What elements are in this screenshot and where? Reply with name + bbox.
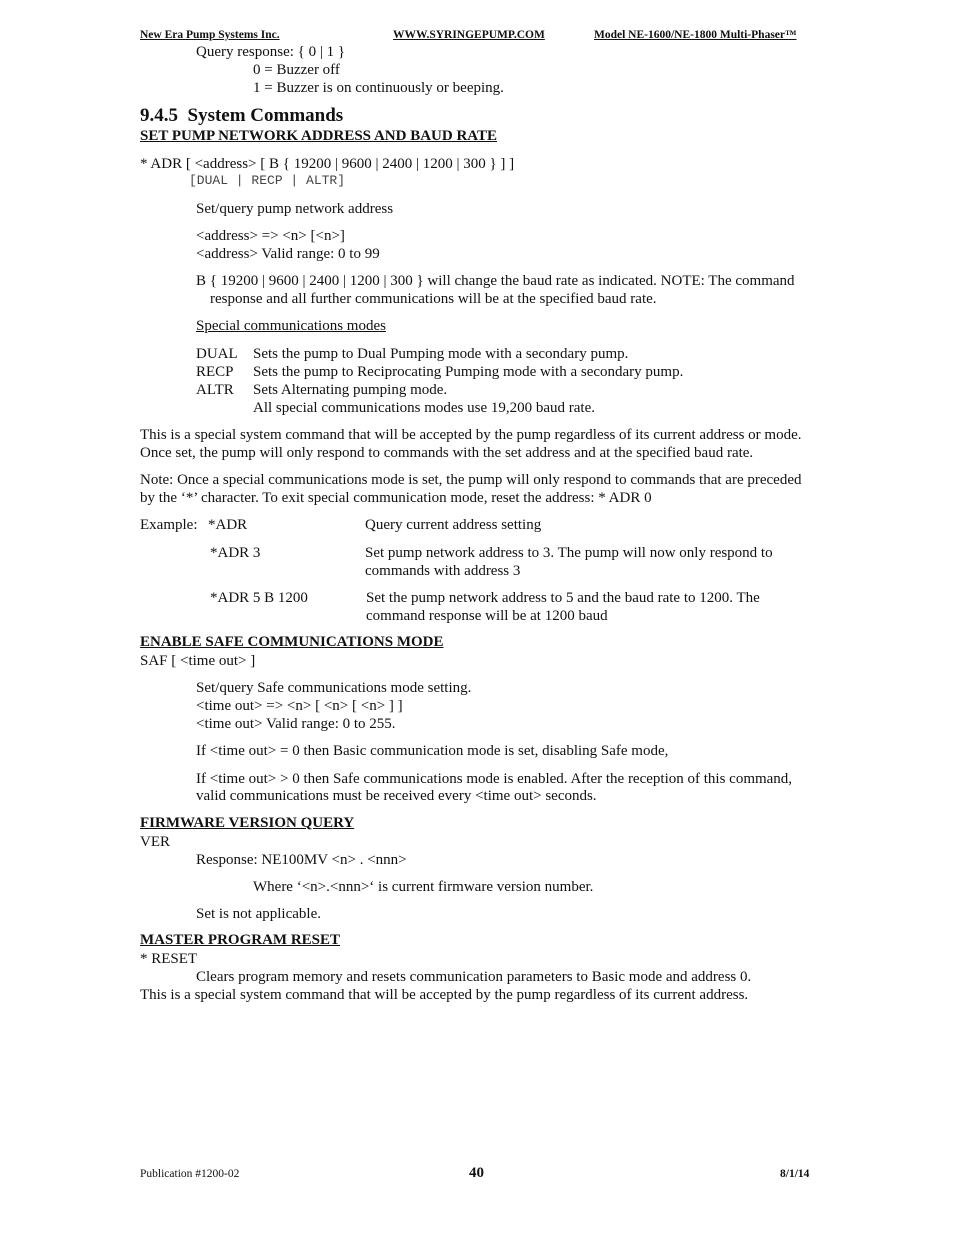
adr-note-line-2: by the ‘*’ character. To exit special communication mode, reset the address: * ADR 0	[140, 490, 652, 506]
reset-heading: MASTER PROGRAM RESET	[140, 932, 341, 948]
header-website: WWW.SYRINGEPUMP.COM	[393, 29, 545, 41]
example-label: Example:	[140, 517, 198, 533]
adr-para-line-2: Once set, the pump will only respond to commands with the set address and at the specified baud rate.	[140, 445, 754, 461]
saf-positive-line-2: valid communications must be received every <time out> seconds.	[196, 788, 597, 804]
example-desc-2b: commands with address 3	[365, 563, 521, 579]
page-number: 40	[469, 1165, 484, 1181]
buzzer-off: 0 = Buzzer off	[253, 62, 340, 78]
adr-description: Set/query pump network address	[196, 201, 394, 217]
saf-zero-note: If <time out> = 0 then Basic communication mode is set, disabling Safe mode,	[196, 743, 669, 759]
header-company: New Era Pump Systems Inc.	[140, 29, 280, 41]
saf-syntax: SAF [ <time out> ]	[140, 653, 256, 669]
adr-baud-line-2: response and all further communications will be at the specified baud rate.	[210, 291, 657, 307]
saf-description: Set/query Safe communications mode setting.	[196, 680, 472, 696]
example-desc-1: Query current address setting	[365, 517, 542, 533]
saf-heading: ENABLE SAFE COMMUNICATIONS MODE	[140, 634, 444, 650]
ver-set-note: Set is not applicable.	[196, 906, 321, 922]
example-cmd-2: *ADR 3	[210, 545, 261, 561]
mode-code-recp: RECP	[196, 364, 234, 380]
example-cmd-3: *ADR 5 B 1200	[210, 590, 308, 606]
reset-description: Clears program memory and resets communication parameters to Basic mode and address 0.	[196, 969, 752, 985]
mode-desc-dual: Sets the pump to Dual Pumping mode with a secondary pump.	[253, 346, 629, 362]
example-desc-3b: command response will be at 1200 baud	[366, 608, 608, 624]
ver-syntax: VER	[140, 834, 170, 850]
footer-publication: Publication #1200-02	[140, 1168, 240, 1180]
buzzer-on: 1 = Buzzer is on continuously or beeping.	[253, 80, 504, 96]
ver-response: Response: NE100MV <n> . <nnn>	[196, 852, 407, 868]
adr-baud-line-1: B { 19200 | 9600 | 2400 | 1200 | 300 } will change the baud rate as indicated. NOTE: The command	[196, 273, 795, 289]
ver-heading: FIRMWARE VERSION QUERY	[140, 815, 355, 831]
adr-syntax: * ADR [ <address> [ B { 19200 | 9600 | 2400 | 1200 | 300 } ] ]	[140, 156, 515, 172]
adr-note-line-1: Note: Once a special communications mode is set, the pump will only respond to commands that are preceded	[140, 472, 802, 488]
footer-date: 8/1/14	[780, 1168, 810, 1180]
modes-baud-note: All special communications modes use 19,200 baud rate.	[253, 400, 596, 416]
reset-note: This is a special system command that will be accepted by the pump regardless of its current address.	[140, 987, 749, 1003]
saf-range: <time out> Valid range: 0 to 255.	[196, 716, 396, 732]
saf-positive-line-1: If <time out> > 0 then Safe communications mode is enabled. After the reception of this command,	[196, 771, 793, 787]
adr-address-definition: <address> => <n> [<n>]	[196, 228, 345, 244]
adr-address-range: <address> Valid range: 0 to 99	[196, 246, 380, 262]
mode-desc-altr: Sets Alternating pumping mode.	[253, 382, 448, 398]
ver-where: Where ‘<n>.<nnn>‘ is current firmware version number.	[253, 879, 594, 895]
saf-definition: <time out> => <n> [ <n> [ <n> ] ]	[196, 698, 403, 714]
adr-heading: SET PUMP NETWORK ADDRESS AND BAUD RATE	[140, 128, 498, 144]
section-number: 9.4.5	[140, 105, 178, 126]
example-desc-3a: Set the pump network address to 5 and the baud rate to 1200. The	[366, 590, 760, 606]
adr-modes-syntax: [DUAL | RECP | ALTR]	[189, 173, 346, 188]
buzzer-query-response: Query response: { 0 | 1 }	[196, 44, 346, 60]
mode-code-altr: ALTR	[196, 382, 234, 398]
header-model: Model NE-1600/NE-1800 Multi-Phaser™	[594, 29, 797, 41]
section-title: System Commands	[187, 105, 344, 126]
section-heading	[140, 105, 343, 127]
example-desc-2a: Set pump network address to 3. The pump will now only respond to	[365, 545, 773, 561]
reset-syntax: * RESET	[140, 951, 198, 967]
mode-code-dual: DUAL	[196, 346, 238, 362]
mode-desc-recp: Sets the pump to Reciprocating Pumping mode with a secondary pump.	[253, 364, 684, 380]
adr-para-line-1: This is a special system command that will be accepted by the pump regardless of its current address or mode.	[140, 427, 802, 443]
special-modes-heading: Special communications modes	[196, 318, 386, 334]
example-cmd-1: *ADR	[208, 517, 248, 533]
